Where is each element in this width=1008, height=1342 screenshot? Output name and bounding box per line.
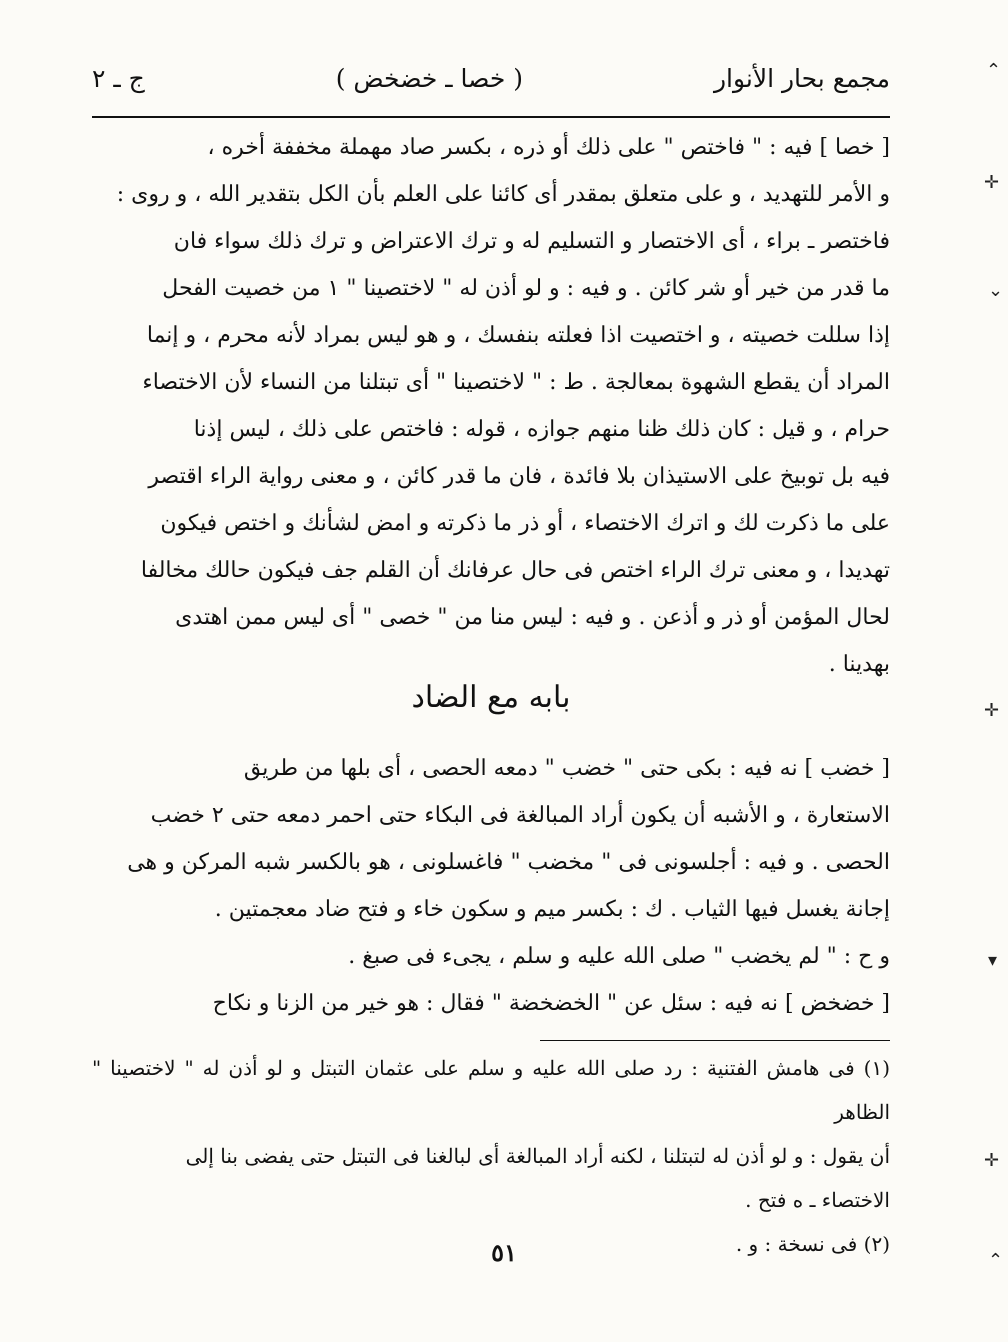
- footnote-line: أن يقول : و لو أذن له لتبتلنا ، لكنه أراد المبالغة أى لبالغنا فى التبتل حتى يفضى بنا إلى: [185, 1144, 890, 1168]
- text-line: الحصى . و فيه : أجلسونى فى " مخضب " فاغسلونى ، هو بالكسر شبه المركن و هى: [127, 850, 890, 875]
- text-line: [ خصا ] فيه : " فاختص " على ذلك أو ذره ، بكسر صاد مهملة مخففة أخره ،: [207, 135, 890, 160]
- text-line: ما قدر من خير أو شر كائن . و فيه : و لو أذن له " لاختصينا " ١ من خصيت الفحل: [162, 276, 890, 301]
- text-line: إذا سللت خصيته ، و اختصيت اذا فعلته بنفسك ، و هو ليس بمراد لأنه محرم ، و إنما: [146, 323, 890, 348]
- footnote-rule: [540, 1040, 890, 1041]
- registration-mark-icon: ✛: [984, 1150, 1000, 1171]
- text-line: الاستعارة ، و الأشبه أن يكون أراد المبالغة فى البكاء حتى احمر دمعه حتى ٢ خضب: [150, 803, 890, 828]
- text-line: [ خضخض ] نه فيه : سئل عن " الخضخضة " فقال : هو خير من الزنا و نكاح: [212, 991, 890, 1016]
- text-line: تهديدا ، و معنى ترك الراء اختص فى حال عرفانك أن القلم جف فيكون حالك مخالفا: [140, 558, 890, 583]
- registration-mark-icon: ⌃: [988, 1250, 1004, 1271]
- text-line: فاختصر ـ براء ، أى الاختصار و التسليم له و ترك الاعتراض و ترك ذلك سواء فان: [173, 229, 890, 254]
- text-line: [ خضب ] نه فيه : بكى حتى " خضب " دمعه الحصى ، أى بلها من طريق: [243, 756, 890, 781]
- registration-mark-icon: ▾: [988, 950, 998, 971]
- footnote-line: الاختصاء ـ ه فتح .: [745, 1188, 890, 1212]
- volume-label: ج ـ ٢: [92, 63, 145, 93]
- footnote-line: (٢) فى نسخة : و .: [735, 1232, 890, 1256]
- text-line: و ح : " لم يخضب " صلى الله عليه و سلم ، يجىء فى صبغ .: [348, 944, 890, 969]
- text-line: المراد أن يقطع الشهوة بمعالجة . ط : " لاختصينا " أى تبتلنا من النساء لأن الاختصاء: [142, 370, 890, 395]
- registration-mark-icon: ⌃: [986, 60, 1002, 81]
- text-line: لحال المؤمن أو ذر و أذعن . و فيه : ليس منا من " خصى " أى ليس ممن اهتدى: [175, 605, 890, 630]
- text-line: إجانة يغسل فيها الثياب . ك : بكسر ميم و سكون خاء و فتح ضاد معجمتين .: [214, 897, 890, 922]
- footnotes: [92, 1046, 890, 1266]
- registration-mark-icon: ✛: [984, 700, 1000, 721]
- text-line: بهدينا .: [828, 652, 890, 677]
- footnote-line: (١) فى هامش الفتنية : رد صلى الله عليه و سلم على عثمان التبتل و لو أذن له " لاختصينا " الظاهر: [92, 1056, 890, 1124]
- section-title: بابه مع الضاد: [411, 680, 571, 715]
- entry-khasa: [92, 124, 890, 688]
- running-header: [92, 48, 890, 108]
- entry-range: ( خصا ـ خضخض ): [335, 63, 524, 93]
- registration-mark-icon: ⌄: [988, 280, 1004, 301]
- header-rule: [92, 116, 890, 118]
- book-title: مجمع بحار الأنوار: [713, 63, 890, 93]
- registration-mark-icon: ✛: [984, 172, 1000, 193]
- text-line: فيه بل توبيخ على الاستيذان بلا فائدة ، فان ما قدر كائن ، و معنى رواية الراء اقتصر: [148, 464, 890, 489]
- page-number: ٥١: [491, 1238, 517, 1267]
- text-line: حرام ، و قيل : كان ذلك ظنا منهم جوازه ، قوله : فاختص على ذلك ، ليس إذنا: [193, 417, 890, 442]
- text-line: على ما ذكرت لك و اترك الاختصاء ، أو ذر ما ذكرته و امض لشأنك و اختص فيكون: [160, 511, 890, 536]
- text-line: و الأمر للتهديد ، و على متعلق بمقدر أى كائنا على العلم بأن الكل بتقدير الله ، و روى :: [116, 182, 890, 207]
- entry-khadab: [92, 745, 890, 1027]
